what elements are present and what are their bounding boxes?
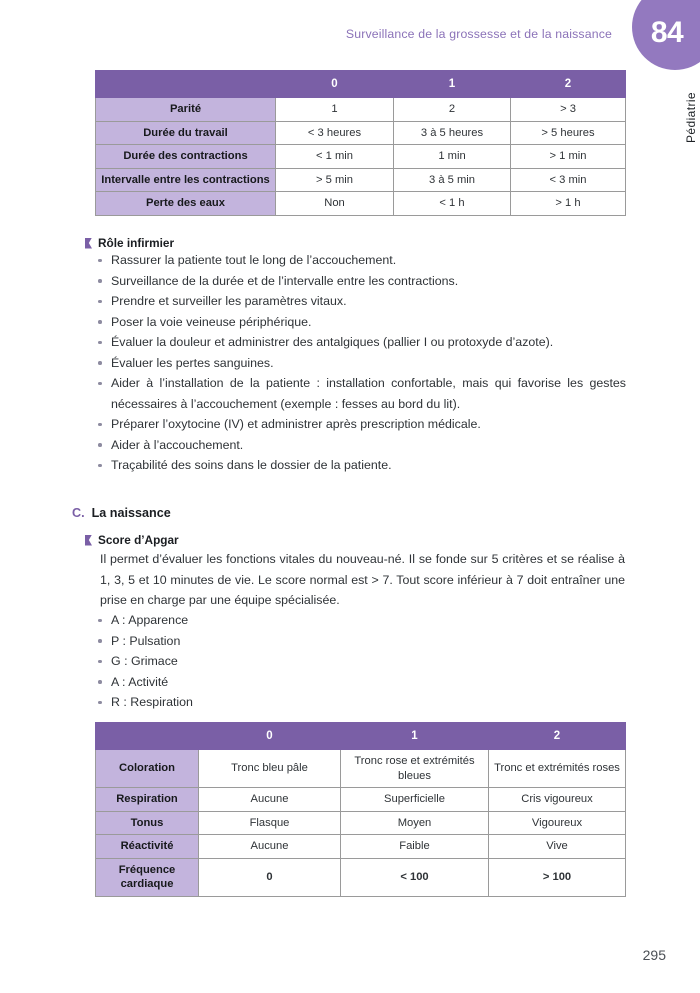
cell: Cris vigoureux (489, 788, 626, 812)
table-row (96, 811, 626, 835)
section-letter: C. (72, 506, 85, 520)
row-label: Parité (96, 98, 276, 122)
table-apgar (95, 722, 626, 897)
cell: < 3 heures (276, 121, 394, 145)
column-header-0: 0 (276, 71, 394, 98)
page-title: Surveillance de la grossesse et de la naissance (345, 27, 612, 41)
row-label: Respiration (96, 788, 199, 812)
list-item: Rassurer la patiente tout le long de l’accouchement. (96, 250, 626, 271)
table-header-row (96, 71, 626, 98)
list-item: Évaluer la douleur et administrer des antalgiques (pallier I ou protoxyde d’azote). (96, 332, 626, 353)
row-label: Coloration (96, 750, 199, 788)
cell: < 1 min (276, 145, 394, 169)
cell: < 100 (341, 858, 489, 896)
table-row (96, 121, 626, 145)
table-row (96, 98, 626, 122)
table-row (96, 750, 626, 788)
heading-label: Score d’Apgar (98, 533, 179, 547)
table-parite (95, 70, 626, 216)
cell: < 3 min (511, 168, 626, 192)
list-item: Surveillance de la durée et de l’intervalle entre les contractions. (96, 271, 626, 292)
list-item: G : Grimace (96, 651, 426, 672)
cell: Aucune (199, 835, 341, 859)
row-label: Tonus (96, 811, 199, 835)
cell: Tronc rose et extrémités bleues (341, 750, 489, 788)
list-item: Aider à l’installation de la patiente : installation confortable, mais qui favorise les gestes nécessaires à l’accouchement (exemple : fesses au bord du lit). (96, 373, 626, 414)
cell: Tronc bleu pâle (199, 750, 341, 788)
cell: Vive (489, 835, 626, 859)
column-header-2: 2 (489, 723, 626, 750)
column-header-1: 1 (394, 71, 511, 98)
table-header-row (96, 723, 626, 750)
heading-label: La naissance (91, 506, 171, 520)
cell: 1 (276, 98, 394, 122)
heading-la-naissance (72, 506, 171, 520)
list-item: Poser la voie veineuse périphérique. (96, 312, 626, 333)
cell: Tronc et extrémités roses (489, 750, 626, 788)
cell: 2 (394, 98, 511, 122)
flag-bullet-icon (85, 238, 92, 249)
list-item: Traçabilité des soins dans le dossier de la patiente. (96, 455, 626, 476)
page-number: 295 (642, 947, 666, 963)
list-item: A : Apparence (96, 610, 426, 631)
row-label: Intervalle entre les contractions (96, 168, 276, 192)
column-header-blank (96, 723, 199, 750)
table-row (96, 858, 626, 896)
heading-role-infirmier (85, 236, 174, 250)
row-label: Perte des eaux (96, 192, 276, 216)
table-row (96, 788, 626, 812)
list-item: Préparer l’oxytocine (IV) et administrer après prescription médicale. (96, 414, 626, 435)
cell: > 100 (489, 858, 626, 896)
row-label: Réactivité (96, 835, 199, 859)
page-header (0, 0, 700, 70)
list-item: P : Pulsation (96, 631, 426, 652)
cell: Faible (341, 835, 489, 859)
cell: > 1 min (511, 145, 626, 169)
row-label: Fréquence cardiaque (96, 858, 199, 896)
list-item: A : Activité (96, 672, 426, 693)
heading-score-apgar (85, 533, 179, 547)
cell: Vigoureux (489, 811, 626, 835)
list-item: R : Respiration (96, 692, 426, 713)
cell: Non (276, 192, 394, 216)
heading-label: Rôle infirmier (98, 236, 175, 250)
table-row (96, 835, 626, 859)
side-tab-label: Pédiatrie (684, 92, 698, 143)
table-row (96, 168, 626, 192)
table-row (96, 192, 626, 216)
cell: 3 à 5 min (394, 168, 511, 192)
cell: > 5 heures (511, 121, 626, 145)
cell: Moyen (341, 811, 489, 835)
cell: 0 (199, 858, 341, 896)
chapter-number-badge (632, 0, 700, 70)
list-apgar-criteria (96, 610, 426, 713)
cell: 1 min (394, 145, 511, 169)
paragraph-score-apgar: Il permet d’évaluer les fonctions vitales du nouveau-né. Il se fonde sur 5 critères et se réalise à 1, 3, 5 et 10 minutes de vie. Le score normal est > 7. Tout score inférieur à 7 doit entraîner une prise en charge par une équipe spécialisée. (100, 552, 625, 607)
column-header-blank (96, 71, 276, 98)
cell: Superficielle (341, 788, 489, 812)
chapter-number-label: 84 (650, 16, 684, 49)
row-label: Durée des contractions (96, 145, 276, 169)
table-row (96, 145, 626, 169)
cell: > 5 min (276, 168, 394, 192)
column-header-1: 1 (341, 723, 489, 750)
cell: Aucune (199, 788, 341, 812)
list-item: Prendre et surveiller les paramètres vitaux. (96, 291, 626, 312)
cell: Flasque (199, 811, 341, 835)
list-role-infirmier (96, 250, 626, 476)
column-header-2: 2 (511, 71, 626, 98)
cell: > 3 (511, 98, 626, 122)
column-header-0: 0 (199, 723, 341, 750)
flag-bullet-icon (85, 535, 92, 546)
list-item: Évaluer les pertes sanguines. (96, 353, 626, 374)
cell: 3 à 5 heures (394, 121, 511, 145)
row-label: Durée du travail (96, 121, 276, 145)
cell: > 1 h (511, 192, 626, 216)
cell: < 1 h (394, 192, 511, 216)
list-item: Aider à l’accouchement. (96, 435, 626, 456)
